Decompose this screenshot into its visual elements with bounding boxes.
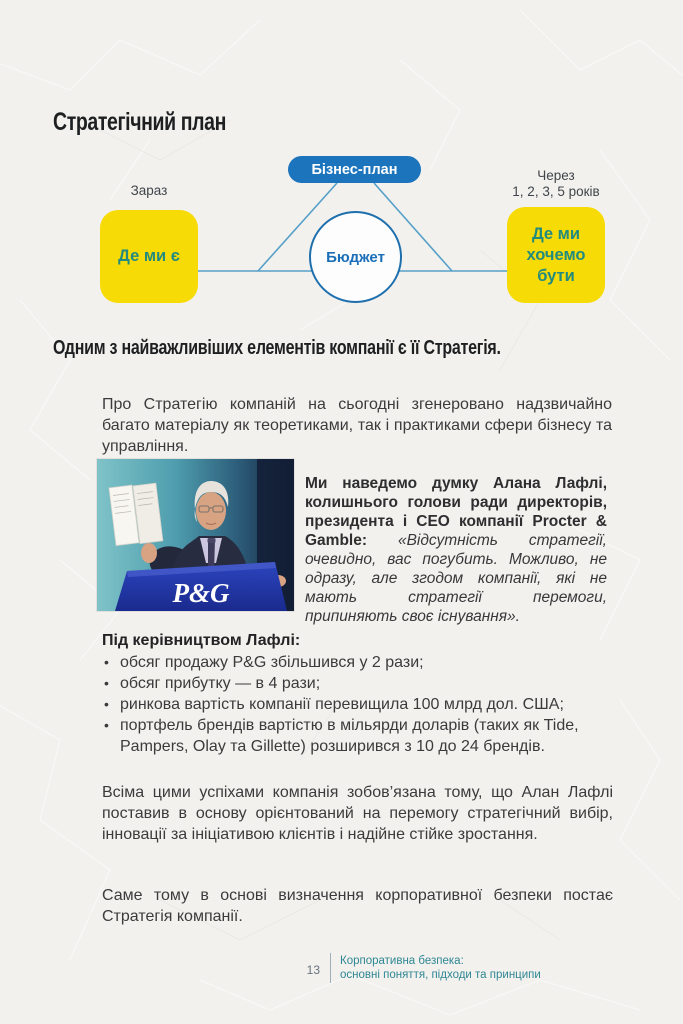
leadership-heading: Під керівництвом Лафлі: xyxy=(102,632,301,649)
list-item: • портфель брендів вартістю в мільярди доларів (таких як Tide, Pampers, Olay та Gillette) розширився з 10 до 24 брендів. xyxy=(102,715,616,757)
page-number: 13 xyxy=(306,963,320,977)
label-future xyxy=(496,168,616,200)
label-future-line1: Через xyxy=(537,168,575,183)
intro-paragraph: Про Стратегію компаній на сьогодні згенеровано надзвичайно багато матеріалу як теоретиками, так і практиками сфери бізнесу та управління. xyxy=(102,396,612,455)
budget-label: Бюджет xyxy=(326,248,385,266)
conclusion-paragraph: Саме тому в основі визначення корпоративної безпеки постає Стратегія компанії. xyxy=(102,887,613,925)
section-heading: Одним з найважливіших елементів компанії є її Стратегія. xyxy=(53,337,501,359)
budget-circle xyxy=(309,211,402,303)
footer-title-line2: основні поняття, підходи та принципи xyxy=(340,968,541,981)
where-we-are-label: Де ми є xyxy=(118,247,180,265)
pg-podium-logo: P&G xyxy=(172,578,230,608)
label-now: Зараз xyxy=(130,183,168,198)
list-item: • обсяг прибутку — в 4 рази; xyxy=(102,673,616,694)
footer-divider xyxy=(330,953,331,983)
leadership-section xyxy=(102,630,616,757)
business-plan-node xyxy=(288,156,421,183)
where-we-want-label: Де ми хочемо бути xyxy=(526,224,586,285)
lafley-paragraph xyxy=(305,474,607,626)
business-plan-label: Бізнес-план xyxy=(311,161,398,178)
footer-title xyxy=(340,955,590,982)
list-item: • ринкова вартість компанії перевищила 100 млрд дол. США; xyxy=(102,694,616,715)
lafley-photo-illustration xyxy=(97,459,294,611)
achievements-list xyxy=(102,652,616,757)
footer-title-line1: Корпоративна безпека: xyxy=(340,955,464,967)
label-future-line2: 1, 2, 3, 5 років xyxy=(512,184,600,199)
list-item: • обсяг продажу P&G збільшився у 2 рази; xyxy=(102,652,616,673)
lafley-lead-text: Ми наведемо думку Алана Лафлі, колишнього голови ради директорів, президента і CEO компанії Procter & Gamble: xyxy=(305,474,607,549)
page-title: Стратегічний план xyxy=(53,108,226,136)
lafley-photo xyxy=(96,458,295,612)
lafley-quote-text: «Відсутність стратегії, очевидно, вас погубить. Можливо, не одразу, але згодом компанії, які не мають стратегії перемоги, припиняють своє існування». xyxy=(305,531,607,625)
where-we-are-box xyxy=(100,210,198,303)
success-paragraph: Всіма цими успіхами компанія зобов’язана тому, що Алан Лафлі поставив в основу орієнтований на перемогу стратегічний вибір, інновації за ініціативою клієнтів і надійне стійке зростання. xyxy=(102,784,613,843)
where-we-want-box xyxy=(507,207,605,303)
